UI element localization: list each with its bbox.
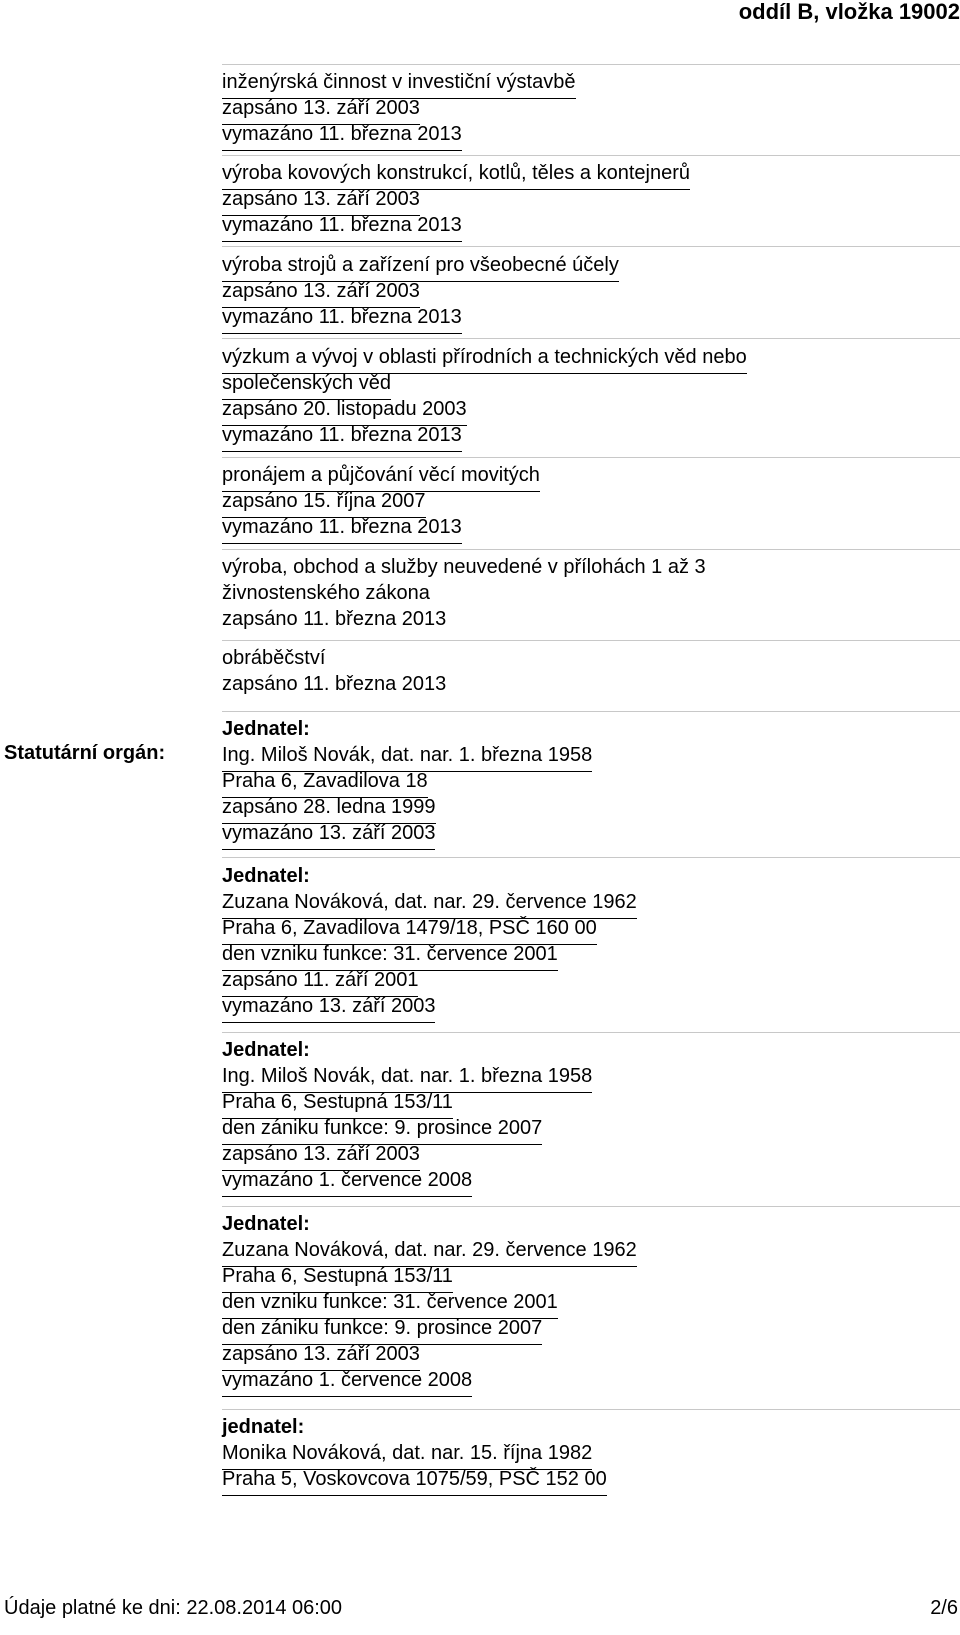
person-address: Praha 6, Zavadilova 18 <box>222 769 428 798</box>
register-reference: oddíl B, vložka 19002 <box>738 0 960 24</box>
person-address: Praha 5, Voskovcova 1075/59, PSČ 152 00 <box>222 1467 607 1496</box>
separator <box>222 1032 960 1033</box>
activity-text: pronájem a půjčování věcí movitých <box>222 463 540 492</box>
role-label: Jednatel: <box>222 1039 310 1061</box>
person-address: Praha 6, Zavadilova 1479/18, PSČ 160 00 <box>222 916 597 945</box>
person-deleted: vymazáno 1. července 2008 <box>222 1168 472 1197</box>
person-function-end: den zániku funkce: 9. prosince 2007 <box>222 1116 542 1145</box>
person-name: Zuzana Nováková, dat. nar. 29. července 1962 <box>222 1238 637 1267</box>
person-name: Ing. Miloš Novák, dat. nar. 1. března 1958 <box>222 743 592 772</box>
activity-text: výroba strojů a zařízení pro všeobecné účely <box>222 253 619 282</box>
activity-text: obráběčství <box>222 647 326 669</box>
person-registered: zapsáno 13. září 2003 <box>222 1342 420 1371</box>
person-function-end: den zániku funkce: 9. prosince 2007 <box>222 1316 542 1345</box>
separator <box>222 711 960 712</box>
person-name: Monika Nováková, dat. nar. 15. října 1982 <box>222 1441 592 1470</box>
activity-registered: zapsáno 11. března 2013 <box>222 673 447 695</box>
person-deleted: vymazáno 13. září 2003 <box>222 821 435 850</box>
activity-text: inženýrská činnost v investiční výstavbě <box>222 70 576 99</box>
separator <box>222 549 960 550</box>
separator <box>222 338 960 339</box>
person-deleted: vymazáno 13. září 2003 <box>222 994 435 1023</box>
person-deleted: vymazáno 1. července 2008 <box>222 1368 472 1397</box>
separator <box>222 640 960 641</box>
person-address: Praha 6, Sestupná 153/11 <box>222 1090 453 1119</box>
person-address: Praha 6, Sestupná 153/11 <box>222 1264 453 1293</box>
activity-text: živnostenského zákona <box>222 582 430 604</box>
role-label: Jednatel: <box>222 718 310 740</box>
activity-text: výroba, obchod a služby neuvedené v přílohách 1 až 3 <box>222 556 706 578</box>
activity-deleted: vymazáno 11. března 2013 <box>222 213 462 242</box>
person-name: Ing. Miloš Novák, dat. nar. 1. března 1958 <box>222 1064 592 1093</box>
person-name: Zuzana Nováková, dat. nar. 29. července 1962 <box>222 890 637 919</box>
activity-deleted: vymazáno 11. března 2013 <box>222 305 462 334</box>
person-function-start: den vzniku funkce: 31. července 2001 <box>222 1290 558 1319</box>
activity-registered: zapsáno 20. listopadu 2003 <box>222 397 467 426</box>
role-label: Jednatel: <box>222 1213 310 1235</box>
activity-registered: zapsáno 13. září 2003 <box>222 187 420 216</box>
separator <box>222 155 960 156</box>
activity-registered: zapsáno 15. října 2007 <box>222 489 426 518</box>
person-function-start: den vzniku funkce: 31. července 2001 <box>222 942 558 971</box>
separator <box>222 246 960 247</box>
person-registered: zapsáno 28. ledna 1999 <box>222 795 436 824</box>
separator <box>222 64 960 65</box>
role-label: jednatel: <box>222 1416 305 1438</box>
activity-registered: zapsáno 13. září 2003 <box>222 96 420 125</box>
activity-deleted: vymazáno 11. března 2013 <box>222 515 462 544</box>
activity-deleted: vymazáno 11. března 2013 <box>222 122 462 151</box>
separator <box>222 1206 960 1207</box>
activity-registered: zapsáno 11. března 2013 <box>222 608 447 630</box>
role-label: Jednatel: <box>222 865 310 887</box>
separator <box>222 1409 960 1410</box>
statutory-label: Statutární orgán: <box>4 742 166 764</box>
person-registered: zapsáno 11. září 2001 <box>222 968 418 997</box>
valid-as-of: Údaje platné ke dni: 22.08.2014 06:00 <box>4 1597 343 1619</box>
activity-text: společenských věd <box>222 371 391 400</box>
page-number: 2/6 <box>930 1597 958 1619</box>
activity-text: výzkum a vývoj v oblasti přírodních a technických věd nebo <box>222 345 747 374</box>
activity-deleted: vymazáno 11. března 2013 <box>222 423 462 452</box>
separator <box>222 457 960 458</box>
person-registered: zapsáno 13. září 2003 <box>222 1142 420 1171</box>
activity-text: výroba kovových konstrukcí, kotlů, těles a kontejnerů <box>222 161 690 190</box>
activity-registered: zapsáno 13. září 2003 <box>222 279 420 308</box>
separator <box>222 857 960 858</box>
